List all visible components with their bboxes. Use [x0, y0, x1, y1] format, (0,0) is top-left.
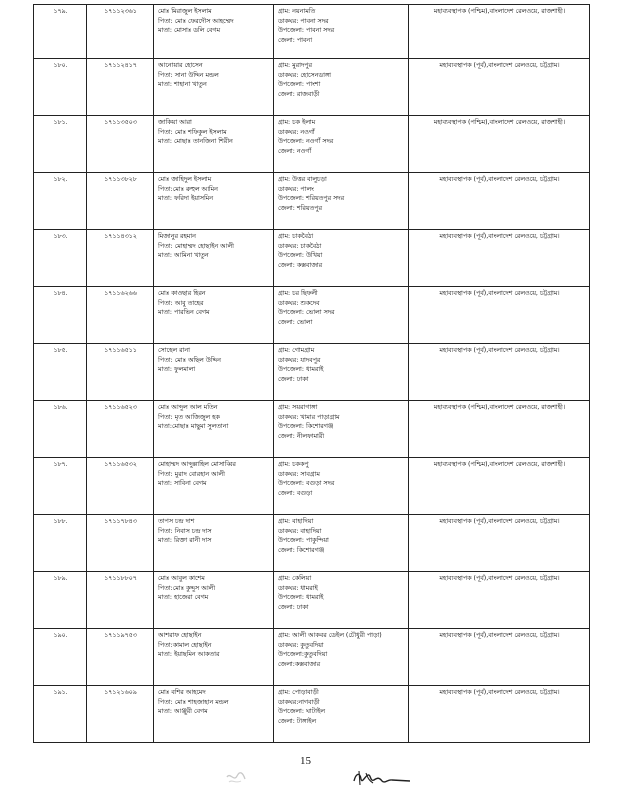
posting-office: মহাব্যবস্থাপক (পূর্ব),বাংলাদেশ রেলওয়ে, চট্টগ্রাম। [409, 173, 590, 230]
address-village: গ্রাম: কেলিয়া [278, 575, 312, 582]
address [274, 59, 409, 116]
address-district: জেলা: টাঙ্গাইল [278, 717, 317, 725]
serial-number: ১৯১. [34, 686, 87, 743]
roll-number: ১৭১১৩৫০৩ [87, 116, 154, 173]
candidate-info [154, 572, 274, 629]
table-row [34, 173, 590, 230]
address-village: গ্রাম: আলী আকবর ডেইল (চৌধুরী পাড়া) [278, 632, 382, 639]
address [274, 401, 409, 458]
father-name: পিতা: মোঃ ফেরদৌস আহম্মেদ [158, 17, 234, 25]
address [274, 173, 409, 230]
table-row [34, 116, 590, 173]
candidate-name: জাকিয়া আরা [158, 119, 192, 126]
address-village: গ্রাম: চককপু [278, 461, 309, 468]
serial-number: ১৮৩. [34, 230, 87, 287]
address-district: জেলা: ঢাকা [278, 375, 309, 383]
address-upazila: উপজেলা: ঘাটাইল [278, 708, 325, 716]
candidate-info [154, 287, 274, 344]
serial-number: ১৮৯. [34, 572, 87, 629]
table-row [34, 5, 590, 59]
posting-office: মহাব্যবস্থাপক (পশ্চিম),বাংলাদেশ রেলওয়ে, রাজশাহী। [409, 116, 590, 173]
address [274, 515, 409, 572]
posting-office: মহাব্যবস্থাপক (পূর্ব),বাংলাদেশ রেলওয়ে, চট্টগ্রাম। [409, 287, 590, 344]
serial-number: ১৮০. [34, 59, 87, 116]
table-row [34, 686, 590, 743]
address-district: জেলা: রাজবাড়ী [278, 90, 320, 98]
serial-number: ১৭৯. [34, 5, 87, 59]
serial-number: ১৮৪. [34, 287, 87, 344]
address-post-office: ডাকঘর: খামার পাড়াগ্রাম [278, 413, 340, 421]
candidate-info [154, 59, 274, 116]
mother-name: মাতা: ফুলমালা [158, 366, 196, 374]
candidate-info [154, 515, 274, 572]
candidate-info [154, 629, 274, 686]
address [274, 344, 409, 401]
mother-name: মাতা: হাজেরা বেগম [158, 594, 209, 602]
father-name: পিতা:মোঃ রুহুল আমিন [158, 185, 218, 193]
address-district: জেলা: বগুড়া [278, 489, 313, 497]
posting-office: মহাব্যবস্থাপক (পূর্ব),বাংলাদেশ রেলওয়ে, চট্টগ্রাম। [409, 344, 590, 401]
candidate-info [154, 230, 274, 287]
posting-office: মহাব্যবস্থাপক (পূর্ব),বাংলাদেশ রেলওয়ে, চট্টগ্রাম। [409, 59, 590, 116]
address-post-office: ডাকঘর: পালং [278, 185, 314, 193]
serial-number: ১৮১. [34, 116, 87, 173]
father-name: পিতা: মোঃ শফিকুল ইসলাম [158, 128, 227, 136]
candidate-name: তাপস চন্দ্র দাশ [158, 518, 195, 525]
candidate-info [154, 173, 274, 230]
candidate-name: মিজানুর রহমান [158, 233, 196, 240]
serial-number: ১৮৮. [34, 515, 87, 572]
candidate-info [154, 458, 274, 515]
address-district: জেলা: নওগাঁ [278, 147, 312, 155]
roll-number: ১৭১১৭৮৪৩ [87, 515, 154, 572]
address-village: গ্রাম: চক ইলাম [278, 119, 316, 126]
posting-office: মহাব্যবস্থাপক (পূর্ব),বাংলাদেশ রেলওয়ে, চট্টগ্রাম। [409, 230, 590, 287]
candidate-table [33, 4, 590, 743]
mother-name: মাতা: সাবিনা বেগম [158, 480, 207, 488]
mother-name: মাতা:মোছাঃ মাছুমা সুলতানা [158, 423, 229, 431]
address-village: গ্রাম: নয়নামতি [278, 8, 316, 15]
address-upazila: উপজেলা: বগুড়া সদর [278, 480, 335, 488]
address-upazila: উপজেলা:কুতুবদিয়া [278, 651, 328, 659]
address-post-office: ডাকঘর: যাদবপুর [278, 356, 321, 364]
candidate-info [154, 401, 274, 458]
mother-name: মাতা: ফরিদা ইয়াসমিন [158, 195, 214, 203]
signature-icon [350, 767, 414, 789]
table-row [34, 572, 590, 629]
mother-name: মাতা: আঞ্জুরী বেগম [158, 708, 208, 716]
father-name: পিতা: মোঃ অছিল উদ্দিন [158, 356, 221, 364]
candidate-name: আশরাফ হোছাইন [158, 632, 202, 639]
address [274, 458, 409, 515]
address [274, 572, 409, 629]
roll-number: ১৭১১৯৭৫৩ [87, 629, 154, 686]
address-upazila: উপজেলা: ধামরাই [278, 366, 324, 374]
serial-number: ১৮২. [34, 173, 87, 230]
posting-office: মহাব্যবস্থাপক (পশ্চিম),বাংলাদেশ রেলওয়ে, রাজশাহী। [409, 5, 590, 59]
mother-name: মাতা: পারভিন বেগম [158, 309, 210, 317]
serial-number: ১৮৬. [34, 401, 87, 458]
address-upazila: উপজেলা: ভোলা সদর [278, 309, 335, 317]
address-post-office: ডাকঘর: নওগাঁ [278, 128, 315, 136]
address-village: গ্রাম: সয়রাগাঙ্গা [278, 404, 318, 411]
address-district: জেলা: নীলফামারী [278, 432, 325, 440]
address-district: জেলা:কক্সবাজার [278, 660, 321, 668]
address-upazila: উপজেলা: পাবনা সদর [278, 27, 335, 35]
address-post-office: ডাকঘর: হোসেনডাঙ্গা [278, 71, 331, 79]
table-row [34, 458, 590, 515]
address-post-office: ডাকঘর: সাবগ্রাম [278, 470, 320, 478]
address-upazila: উপজেলা: উখিয়া [278, 252, 323, 260]
address-upazila: উপজেলা: নওগাঁ সদর [278, 138, 334, 146]
candidate-info [154, 5, 274, 59]
father-name: পিতা: মোঃ শাহজাহান মন্ডল [158, 698, 229, 706]
father-name: পিতা: মুরাদ বোরহান আলী [158, 470, 225, 478]
candidate-name: আনোয়ার হোসেন [158, 62, 203, 69]
roll-number: ১৭১১৬৫১১ [87, 344, 154, 401]
address-district: জেলা: পাবনা [278, 36, 313, 44]
address [274, 5, 409, 59]
table-row [34, 344, 590, 401]
table-row [34, 401, 590, 458]
posting-office: মহাব্যবস্থাপক (পূর্ব),বাংলাদেশ রেলওয়ে, চট্টগ্রাম। [409, 572, 590, 629]
address-upazila: উপজেলা: পাকুন্দিয়া [278, 537, 329, 545]
posting-office: মহাব্যবস্থাপক (পূর্ব),বাংলাদেশ রেলওয়ে, চট্টগ্রাম। [409, 629, 590, 686]
address-village: গ্রাম: পোড়াবাড়ী [278, 689, 319, 696]
roll-number: ১৭১১৪৩১২ [87, 230, 154, 287]
posting-office: মহাব্যবস্থাপক (পশ্চিম),বাংলাদেশ রেলওয়ে, রাজশাহী। [409, 458, 590, 515]
father-name: পিতা: মৃত আজিজুল হক [158, 413, 220, 421]
posting-office: মহাব্যবস্থাপক (পশ্চিম),বাংলাদেশ রেলওয়ে, রাজশাহী। [409, 401, 590, 458]
address-upazila: উপজেলা: পাংশা [278, 81, 321, 89]
serial-number: ১৯০. [34, 629, 87, 686]
address-village: গ্রাম: মুরাদপুর [278, 62, 312, 69]
address-post-office: ডাকঘর: বাহাদিয়া [278, 527, 322, 535]
candidate-name: মোঃ কাওছার হিরন [158, 290, 206, 297]
roll-number: ১৭১১২৩৬১ [87, 5, 154, 59]
address-district: জেলা: কক্সবাজার [278, 261, 323, 269]
mother-name: মাতা: মোসাঃ ডলি বেগম [158, 27, 221, 35]
address-district: জেলা: ঢাকা [278, 603, 309, 611]
roll-number: ১৭১১৮৮০৭ [87, 572, 154, 629]
candidate-name: মোঃ আব্দুল আল মতিন [158, 404, 218, 411]
candidate-name: মোঃ বশির আহমেদ [158, 689, 206, 696]
father-name: পিতা: সানা উদ্দিন মন্ডল [158, 71, 219, 79]
address-post-office: ডাকঘর: চাকবৈঠা [278, 242, 322, 250]
address-district: জেলা: শরিয়তপুর [278, 204, 322, 212]
father-name: পিতা: নিবাস চন্দ্র দাস [158, 527, 212, 535]
address-village: গ্রাম: চাকবৈঠা [278, 233, 314, 240]
address-post-office: ডাকঘর: ধামরাই [278, 584, 318, 592]
candidate-name: মোঃ আবুল কাশেম [158, 575, 205, 582]
address-upazila: উপজেলা: কিশোরগঞ্জ [278, 423, 334, 431]
table-row [34, 515, 590, 572]
address [274, 230, 409, 287]
candidate-name: মোঃ মিরাজুল ইসলাম [158, 8, 212, 15]
address-village: গ্রাম: চর ছিফলী [278, 290, 318, 297]
candidate-name: মোহাম্মদ আব্দুল্লাহিল মোসাব্বির [158, 461, 236, 468]
table-row [34, 287, 590, 344]
table-row [34, 629, 590, 686]
mother-name: মাতা: শাহানা খাতুন [158, 81, 207, 89]
address-district: জেলা: কিশোরগঞ্জ [278, 546, 325, 554]
roll-number: ১৭১১৬৫৩২ [87, 458, 154, 515]
address-post-office: ডাকঘর:নাগবাড়ী [278, 698, 320, 706]
candidate-name: মোঃ জাহিদুল ইসলাম [158, 176, 212, 183]
address-village: গ্রাম: বাহাদিয়া [278, 518, 314, 525]
address-village: গ্রাম: গোমগ্রাম [278, 347, 315, 354]
serial-number: ১৮৫. [34, 344, 87, 401]
father-name: পিতা:মোঃ কুদ্দুস আলী [158, 584, 216, 592]
roll-number: ১৭১২১৬০৯ [87, 686, 154, 743]
mother-name: মাতা: মোছাঃ তানজিনা শিরীন [158, 138, 233, 146]
address-post-office: ডাকঘর: শুকদেব [278, 299, 320, 307]
roll-number: ১৭১১৬৫২৩ [87, 401, 154, 458]
mother-name: মাতা: রিক্তা রানী দাস [158, 537, 212, 545]
father-name: পিতা: আবু তাহের [158, 299, 204, 307]
posting-office: মহাব্যবস্থাপক (পূর্ব),বাংলাদেশ রেলওয়ে, চট্টগ্রাম। [409, 686, 590, 743]
father-name: পিতা: মোহাম্মদ হোছাইন আলী [158, 242, 234, 250]
address [274, 686, 409, 743]
address-upazila: উপজেলা: ধামরাই [278, 594, 324, 602]
candidate-info [154, 686, 274, 743]
table-row [34, 230, 590, 287]
table-row [34, 59, 590, 116]
candidate-info [154, 116, 274, 173]
address-upazila: উপজেলা: শরিয়তপুর সদর [278, 195, 345, 203]
mother-name: মাতা: আমিনা খাতুন [158, 252, 209, 260]
serial-number: ১৮৭. [34, 458, 87, 515]
scan-mark-icon [224, 768, 248, 786]
address [274, 287, 409, 344]
candidate-table-body [34, 5, 590, 743]
roll-number: ১৭১১৩৮২৮ [87, 173, 154, 230]
mother-name: মাতা: ইয়াছমিন আকতার [158, 651, 220, 659]
roll-number: ১৭১১৬২৬৬ [87, 287, 154, 344]
father-name: পিতা:কামাল হোছাইন [158, 641, 212, 649]
address-village: গ্রাম: উত্তর বালুচড়া [278, 176, 327, 183]
roll-number: ১৭১১২৪১৭ [87, 59, 154, 116]
address-post-office: ডাকঘর: পাবনা সদর [278, 17, 329, 25]
candidate-name: সোহেল রানা [158, 347, 190, 354]
address [274, 116, 409, 173]
candidate-info [154, 344, 274, 401]
address-post-office: ডাকঘর: কুতুবদিয়া [278, 641, 324, 649]
posting-office: মহাব্যবস্থাপক (পূর্ব),বাংলাদেশ রেলওয়ে, চট্টগ্রাম। [409, 515, 590, 572]
address-district: জেলা: ভোলা [278, 318, 313, 326]
address [274, 629, 409, 686]
page-number: 15 [300, 755, 311, 767]
